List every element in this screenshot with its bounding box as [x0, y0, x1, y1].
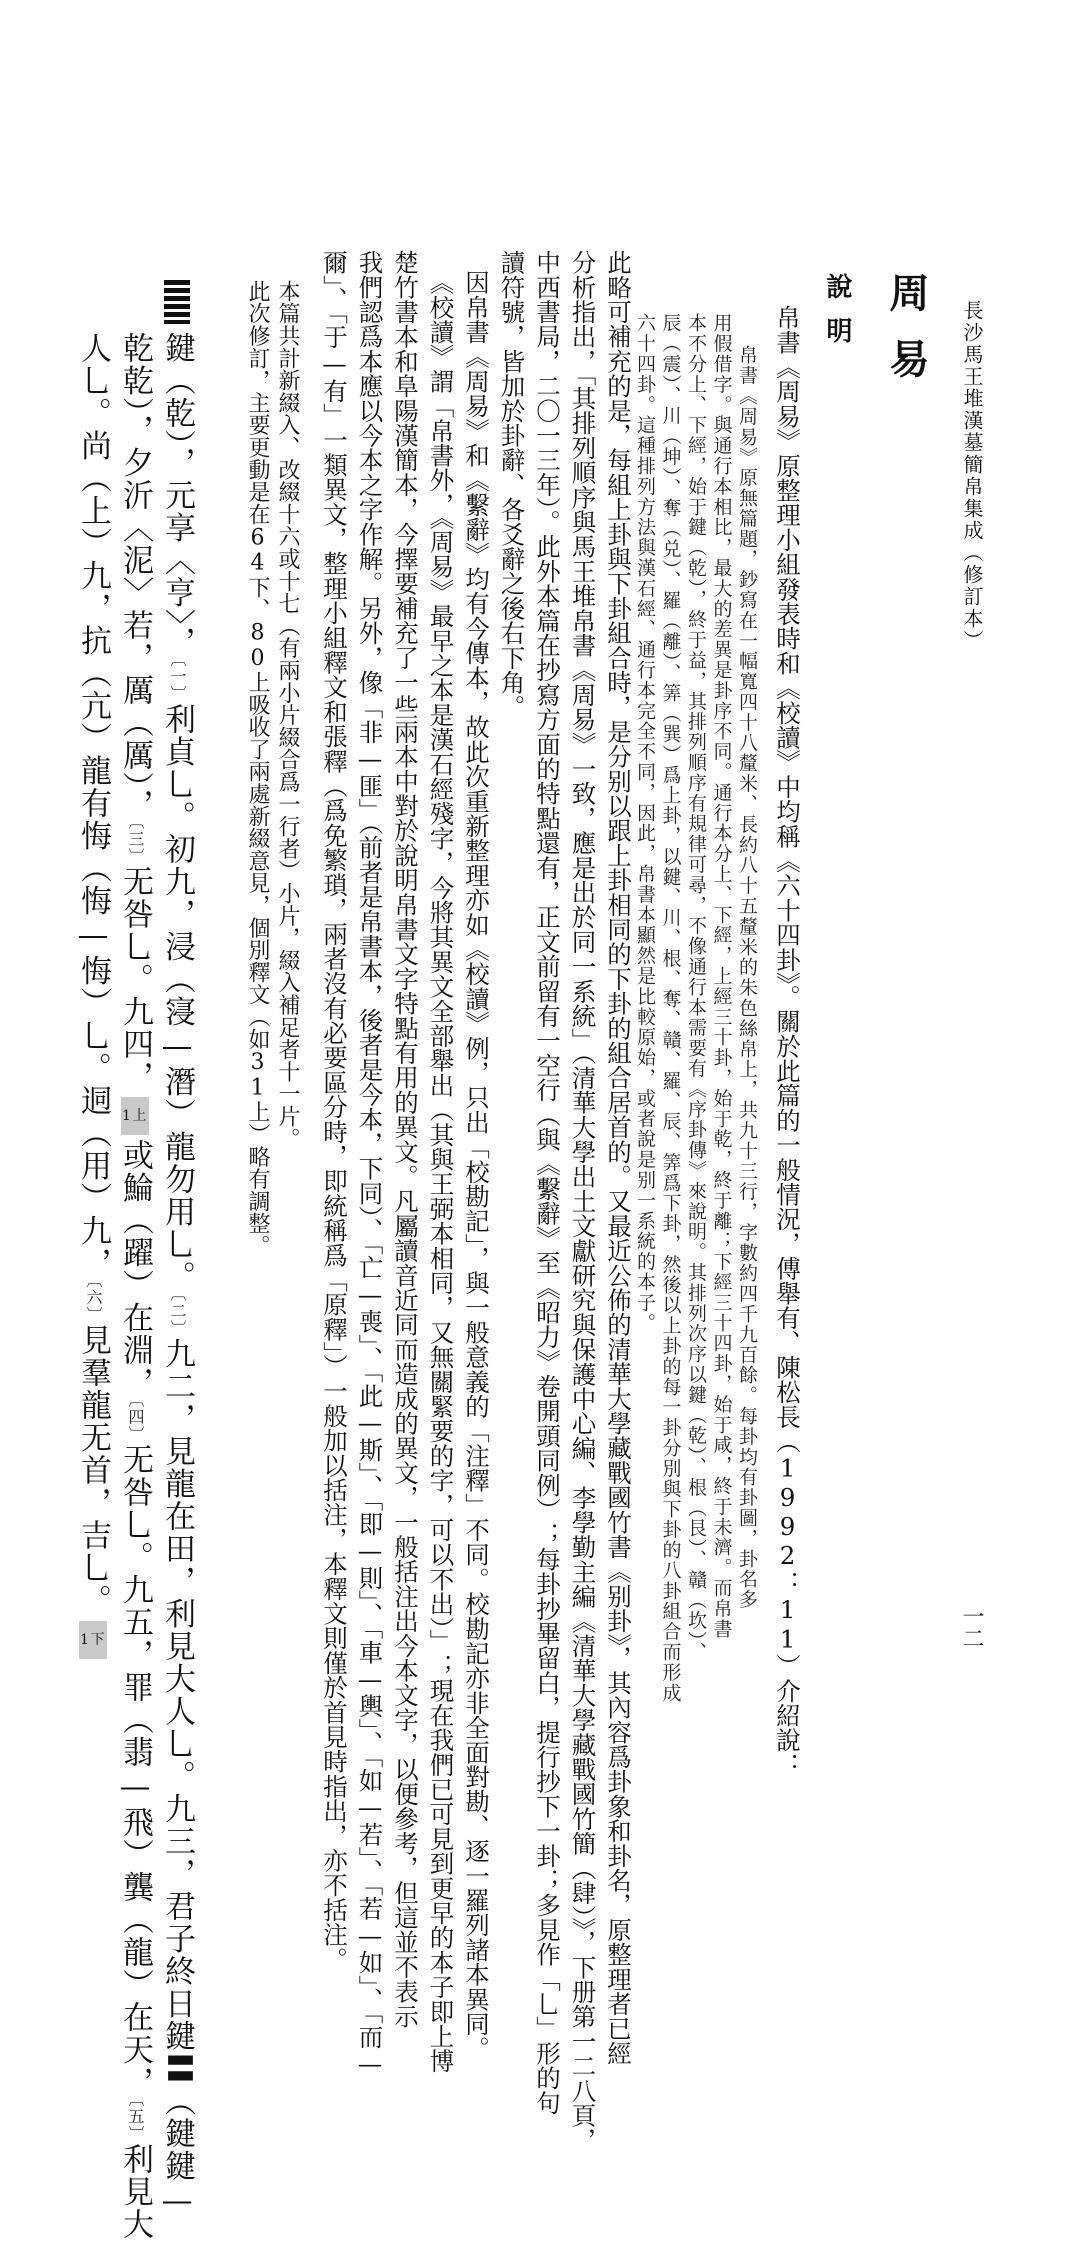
- text-run: 鍵（乾），元享〈亨〉，: [159, 332, 195, 659]
- text-run: 乾乾），夕沂〈泥〉若，厲（厲），: [117, 332, 153, 821]
- text-run: 无咎乚。九四，: [117, 865, 153, 1093]
- text-column: 六十四卦。這種排列方法與漢石經、通行本完全不同，因此，帛書本顯然是比較原始，或者說是别一系統的本子。: [634, 313, 656, 1333]
- slip-marker: 1下: [79, 1621, 107, 1659]
- text-column: 楚竹書本和阜陽漢簡本，今擇要補充了一些兩本中對於說明帛書文字特點有用的異文。凡屬讀音近同而造成的異文，一般括注出今本文字，以便參考，但這並不表示: [391, 250, 420, 2029]
- text-run: 无咎乚。九五，罪（翡—飛）龔（龍）在天，: [117, 1443, 153, 2099]
- text-column: 此次修訂，主要更動是在64下、80上吸收了兩處新綴意見，個別釋文（如31上）略有調整。: [245, 280, 270, 1257]
- text-column: 分析指出，「其排列順序與馬王堆帛書《周易》一致，應是出於同一系統」（清華大學出土文獻研究與保護中心編、李學勤主編《清華大學藏戰國竹簡（肆）》，下册第一二八頁，: [568, 250, 598, 2153]
- text-column: 辰（震）、川（坤）、奪（兑）、羅（離）、筭（巽）爲上卦，以鍵、川、根、奪、贛、羅、辰、筭爲下卦，然後以上卦的每一卦分別與下卦的八卦組合而形成: [659, 313, 682, 1703]
- page-number: 一二: [959, 1605, 984, 1649]
- text-run: 利貞乚。初九，浸（寖—潛）龍勿用乚。: [159, 703, 195, 1293]
- slip-marker: 1上: [121, 1097, 149, 1135]
- text-column: 中西書局，二〇一三年）。此外本篇在抄寫方面的特點還有，正文前留有一空行（與《繫辭》至《昭力》卷開頭同例）；每卦抄畢留白，提行抄下一卦；多見作「乚」形的句: [533, 250, 562, 2115]
- text-column: 帛書《周易》原整理小組發表時和《校讀》中均稱《六十四卦》。關於此篇的一般情況，傅舉有、陳松長（1992：11）介紹說：: [773, 305, 802, 1778]
- text-run: 人乚。尚（上）九，抗（亢）龍有悔（悔—悔）乚。迵（用）九，: [75, 332, 111, 1280]
- note-marker[interactable]: 〔六〕: [84, 1279, 103, 1324]
- main-text-line: [156, 280, 195, 2220]
- note-marker[interactable]: 〔一〕: [168, 658, 187, 703]
- text-run: 利見大: [117, 2143, 153, 2241]
- text-run: 九二，見龍在田，利見大人乚。九三，君子終日鍵〓（鍵鍵—: [159, 1337, 195, 2220]
- text-column: 讀符號，皆加於卦辭、各爻辭之後右下角。: [497, 250, 527, 720]
- note-marker[interactable]: 〔五〕: [126, 2098, 145, 2143]
- text-column: 此略可補充的是，每組上卦與下卦組合時，是分别以跟上卦相同的下卦的組合居首的。又最近公佈的清華大學藏戰國竹書《别卦》，其內容爲卦象和卦名，原整理者已經: [604, 250, 633, 2066]
- text-column: 因帛書《周易》和《繫辭》均有今傳本，故此次重新整理亦如《校讀》例，只出「校勘記」，與一般意義的「注釋」不同。校勘記亦非全面對勘、逐一羅列諸本異同。: [462, 270, 491, 2061]
- main-text-line: [72, 332, 111, 1692]
- note-marker[interactable]: 〔四〕: [126, 1399, 145, 1444]
- page-title: 周易: [883, 272, 930, 404]
- running-header: 長沙馬王堆漢墓簡帛集成（修訂本）: [960, 300, 984, 652]
- note-marker[interactable]: 〔三〕: [126, 821, 145, 866]
- text-column: 帛書《周易》原無篇題，鈔寫在一幅寬四十八釐米、長約八十五釐米的朱色絲帛上，共九十三行，字數約四千九百餘。每卦均有卦圖，卦名多: [736, 345, 758, 1610]
- text-column: 本篇共計新綴入、改綴十六或十七（有兩小片綴合爲一行者）小片，綴入補足者十一片。: [275, 280, 300, 1150]
- hexagram-icon: [164, 280, 190, 324]
- text-run: 或鯩（躍）在淵，: [117, 1139, 153, 1399]
- text-run: 見羣龍无首，吉乚。: [75, 1324, 111, 1617]
- text-column: 《校讀》謂「帛書外，《周易》最早之本是漢石經殘字，今將其異文全部舉出（其與王弼本相同，又無關緊要的字，可以不出）」；現在我們已可見到更早的本子即上博: [426, 270, 456, 2074]
- note-marker[interactable]: 〔二〕: [168, 1293, 187, 1338]
- text-column: 我們認爲本應以今本之字作解。另外，像「非—匪」（前者是帛書本，後者是今本，下同）、「亡—喪」、「此—斯」、「即—則」、「車—輿」、「如—若」、「若—如」、「而—: [355, 250, 385, 2079]
- main-text-line: [114, 332, 153, 2241]
- text-column: 爾」、「于—有」一類異文，整理小組釋文和張釋（爲免繁瑣，兩者沒有必要區分時，即統稱爲「原釋」）一般加以括注，本釋文則僅於首見時指出，亦不括注。: [320, 250, 349, 1972]
- section-title: 說明: [822, 273, 852, 361]
- text-column: 用假借字。與通行本相比，最大的差異是卦序不同。通行本分上、下經，上經三十卦，始于乾，終于離；下經三十四卦，始于咸，終于未濟。而帛書: [710, 313, 733, 1639]
- text-column: 本不分上、下經，始于鍵（乾），終于益，其排列順序有規律可尋，不像通行本需要有《序卦傳》來說明。其排列次序以鍵（乾）、根（艮）、贛（坎）、: [685, 313, 707, 1663]
